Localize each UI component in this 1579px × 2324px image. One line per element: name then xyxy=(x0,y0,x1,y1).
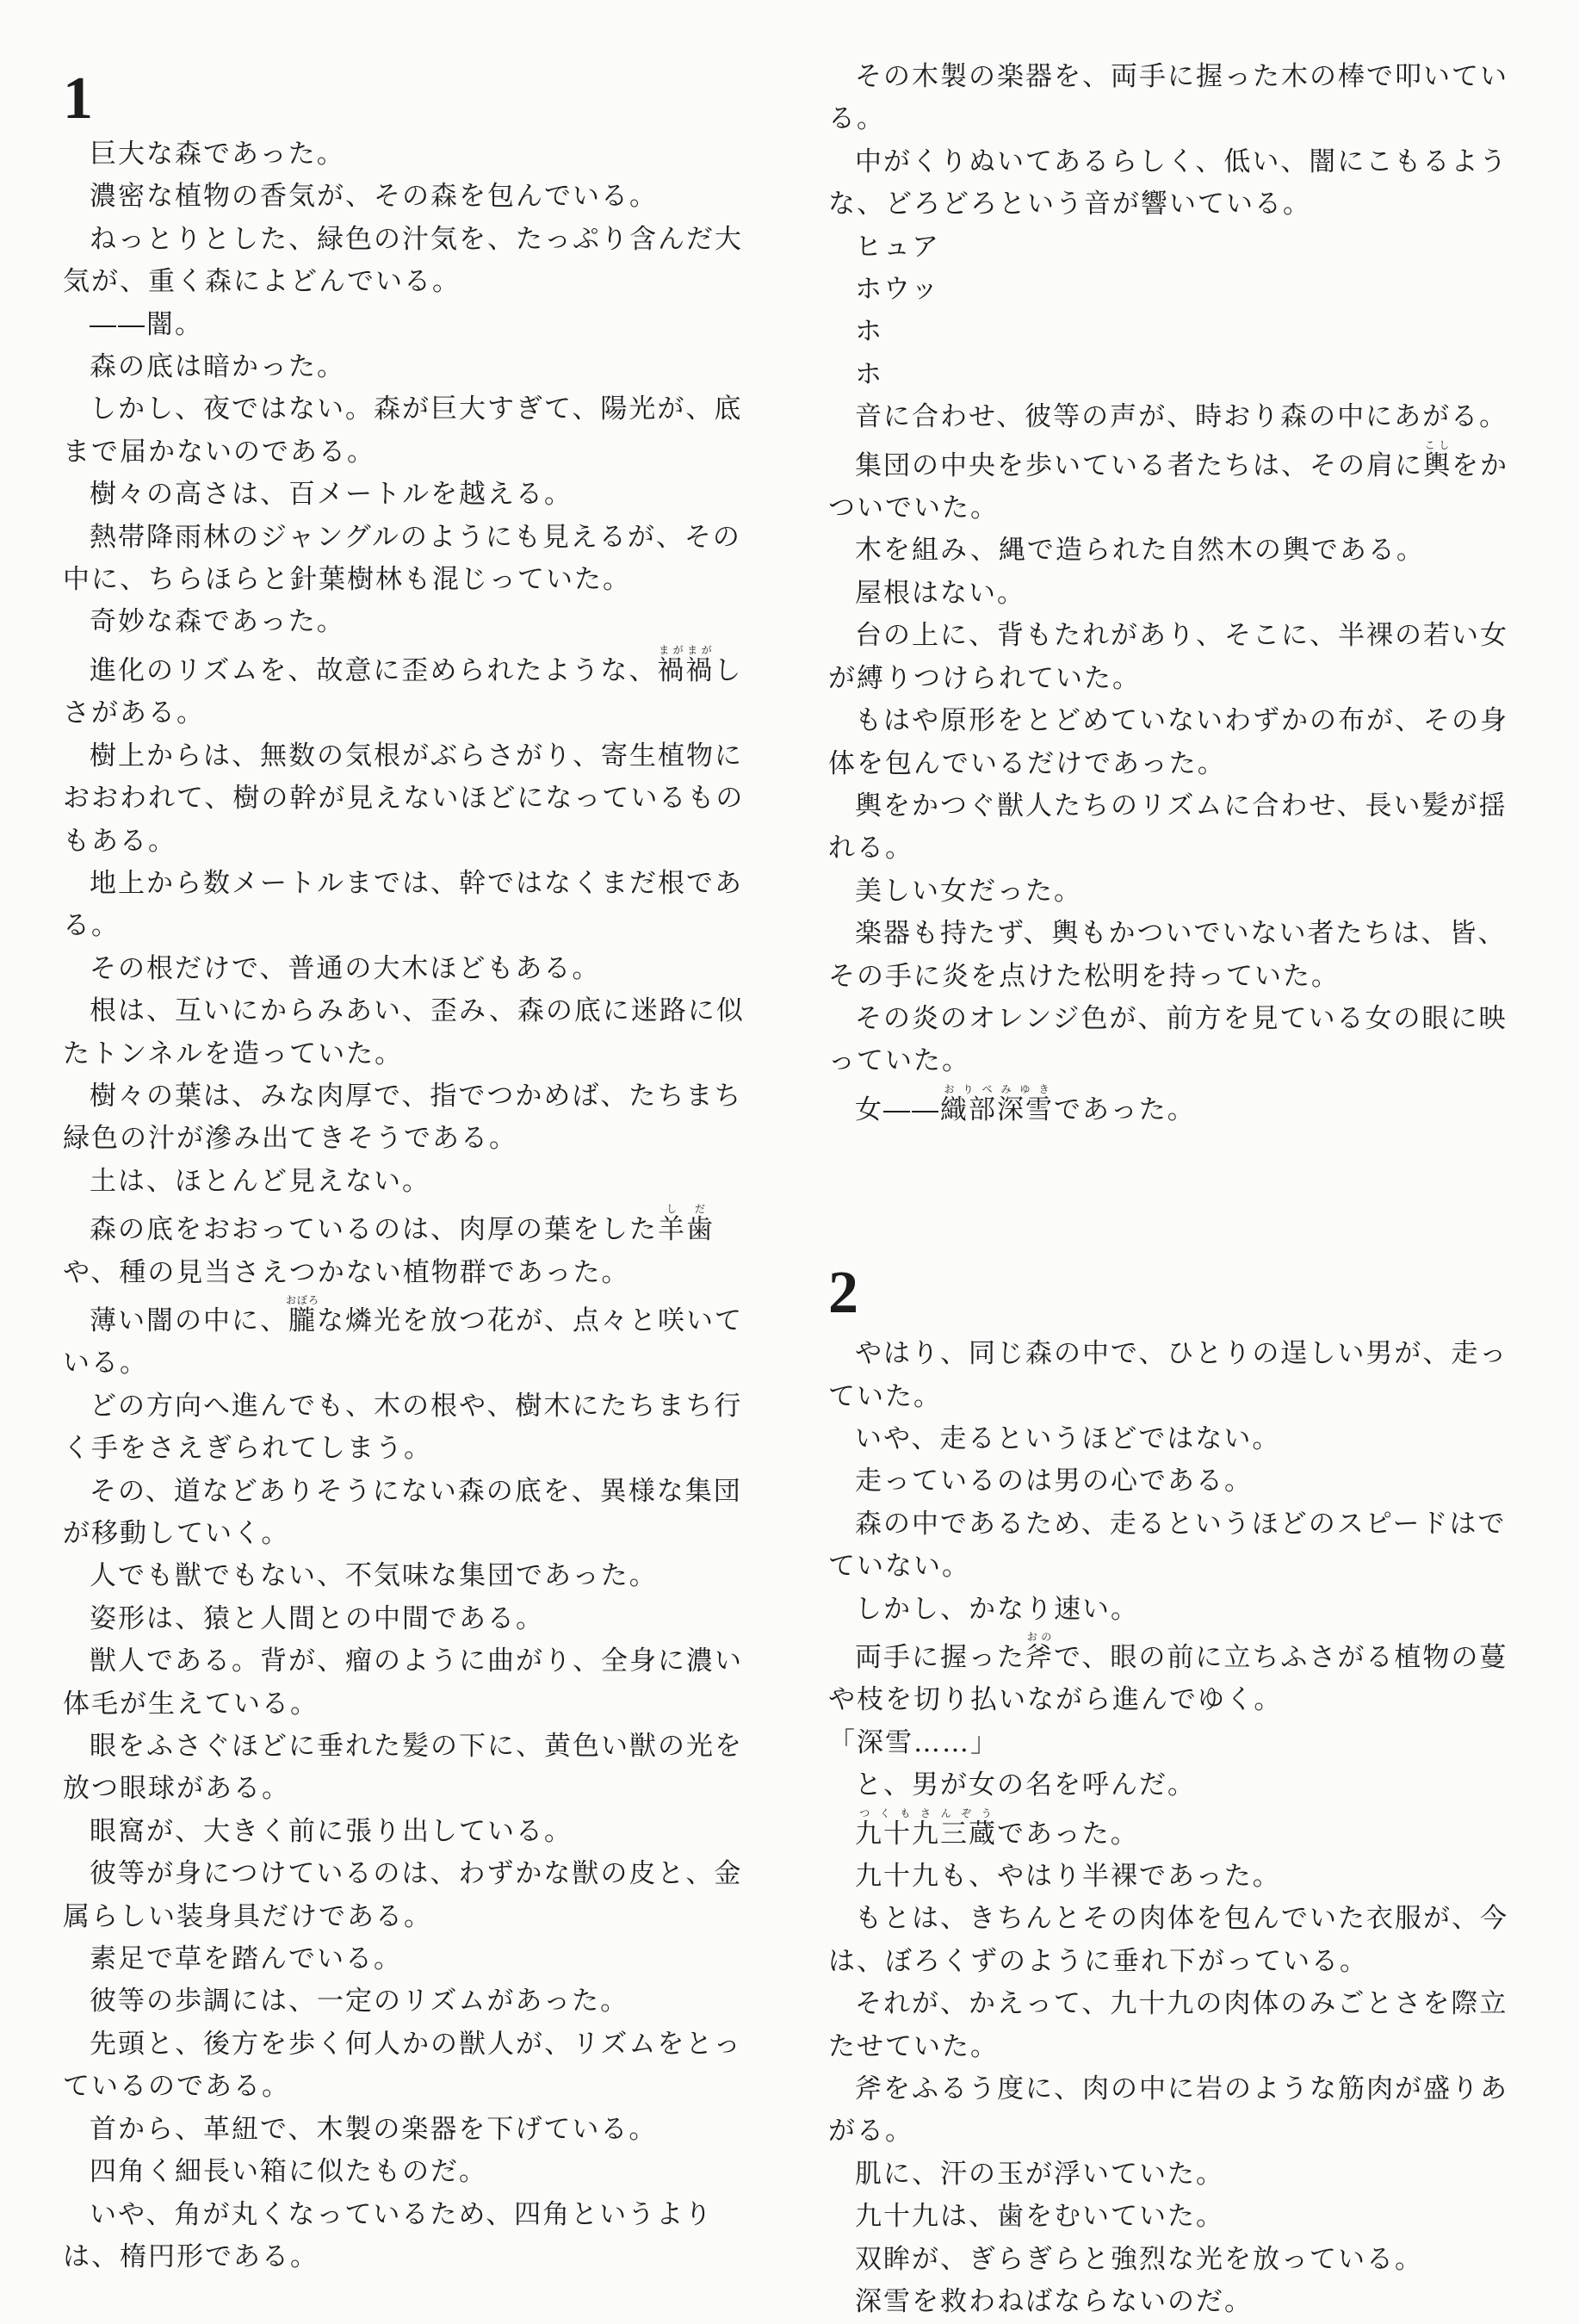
chapter-2-number: 2 xyxy=(828,1260,858,1327)
paragraph: 濃密な植物の香気が、その森を包んでいる。 xyxy=(90,181,658,213)
paragraph: 獣人である。背が、瘤のように曲がり、全身に濃い体毛が生えている。 xyxy=(63,1645,743,1720)
ruby-annotated-word: 羊歯しだ xyxy=(658,1203,715,1246)
paragraph: やはり、同じ森の中で、ひとりの逞しい男が、走っていた。 xyxy=(828,1338,1508,1412)
paragraph: 地上から数メートルまでは、幹ではなくまだ根である。 xyxy=(63,867,743,942)
paragraph: もとは、きちんとその肉体を包んでいた衣服が、今は、ぼろくずのように垂れ下がっている。 xyxy=(828,1903,1508,1977)
furigana-reading: おりべみゆき xyxy=(940,1082,1054,1095)
paragraph-with-ruby xyxy=(828,1631,1534,1722)
paragraph: 彼等が身につけているのは、わずかな獣の皮と、金属らしい装身具だけである。 xyxy=(63,1858,743,1932)
paragraph-with-ruby xyxy=(63,644,769,735)
furigana-reading: おの xyxy=(1025,1631,1054,1643)
paragraph: ――闇。 xyxy=(90,308,203,340)
paragraph: 熱帯降雨林のジャングルのようにも見えるが、その中に、ちらほらと針葉樹林も混じっていた。 xyxy=(63,521,741,596)
furigana-reading: こし xyxy=(1423,438,1452,451)
paragraph: 人でも獣でもない、不気味な集団であった。 xyxy=(90,1560,658,1592)
paragraph: 音に合わせ、彼等の声が、時おり森の中にあがる。 xyxy=(855,401,1508,433)
paragraph: しかし、夜ではない。森が巨大すぎて、陽光が、底まで届かないのである。 xyxy=(63,394,743,468)
paragraph: 奇妙な森であった。 xyxy=(90,606,345,638)
paragraph-dialogue: 「深雪……」 xyxy=(828,1726,999,1758)
paragraph: しかし、かなり速い。 xyxy=(855,1593,1139,1625)
ruby-annotated-word: 織部深雪おりべみゆき xyxy=(940,1082,1054,1125)
paragraph: もはや原形をとどめていないわずかの布が、その身体を包んでいるだけであった。 xyxy=(828,705,1508,779)
paragraph: 巨大な森であった。 xyxy=(90,139,345,170)
paragraph: 素足で草を踏んでいる。 xyxy=(90,1943,402,1975)
paragraph-text: 両手に握った斧おので、眼の前に立ちふさがる植物の蔓や枝を切り払いながら進んでゆく。 xyxy=(828,1631,1508,1716)
paragraph: 根は、互いにからみあい、歪み、森の底に迷路に似たトンネルを造っていた。 xyxy=(63,995,745,1069)
paragraph-text: 集団の中央を歩いている者たちは、その肩に輿こしをかついでいた。 xyxy=(828,438,1508,524)
paragraph-with-ruby xyxy=(828,1083,1534,1131)
paragraph: 九十九は、歯をむいていた。 xyxy=(855,2201,1224,2233)
paragraph: 走っているのは男の心である。 xyxy=(855,1466,1253,1497)
ruby-annotated-word: 禍禍まがまが xyxy=(657,643,715,686)
paragraph: 深雪を救わねばならないのだ。 xyxy=(855,2286,1253,2318)
paragraph: ホ xyxy=(855,358,883,390)
paragraph: 九十九も、やはり半裸であった。 xyxy=(855,1861,1281,1893)
paragraph: 輿をかつぐ獣人たちのリズムに合わせ、長い髪が揺れる。 xyxy=(828,790,1508,865)
paragraph: その木製の楽器を、両手に握った木の棒で叩いている。 xyxy=(828,61,1508,135)
paragraph-text: 森の底をおおっているのは、肉厚の葉をした羊歯しだや、種の見当さえつかない植物群であった。 xyxy=(63,1203,715,1288)
furigana-reading: しだ xyxy=(658,1203,715,1216)
paragraph-text: 女――織部深雪おりべみゆきであった。 xyxy=(855,1082,1196,1125)
paragraph-text: 進化のリズムを、故意に歪められたような、禍禍まがまがしさがある。 xyxy=(63,643,743,729)
paragraph-with-ruby xyxy=(63,1203,769,1294)
ruby-annotated-word: 輿こし xyxy=(1423,438,1452,481)
paragraph-text: 九十九三蔵つくもさんぞうであった。 xyxy=(855,1807,1139,1850)
paragraph: どの方向へ進んでも、木の根や、樹木にたちまち行く手をさえぎられてしまう。 xyxy=(63,1390,743,1465)
paragraph: 先頭と、後方を歩く何人かの獣人が、リズムをとっているのである。 xyxy=(63,2028,742,2103)
ruby-annotated-word: 斧おの xyxy=(1025,1631,1054,1673)
right-column xyxy=(828,56,1534,2324)
paragraph: ヒュア xyxy=(855,231,940,263)
paragraph: 木を組み、縄で造られた自然木の輿である。 xyxy=(855,535,1425,567)
paragraph: 四角く細長い箱に似たものだ。 xyxy=(90,2156,487,2188)
paragraph: 眼窩が、大きく前に張り出している。 xyxy=(90,1815,573,1847)
paragraph: ホ xyxy=(855,316,883,348)
paragraph: その、道などありそうにない森の底を、異様な集団が移動していく。 xyxy=(63,1475,742,1549)
paragraph: 肌に、汗の玉が浮いていた。 xyxy=(855,2158,1224,2190)
paragraph: 楽器も持たず、輿もかついでいない者たちは、皆、その手に炎を点けた松明を持っていた。 xyxy=(828,918,1507,992)
ruby-annotated-word: 九十九三蔵つくもさんぞう xyxy=(855,1807,997,1850)
paragraph-with-ruby xyxy=(828,1807,1534,1856)
paragraph: 森の中であるため、走るというほどのスピードはでていない。 xyxy=(828,1508,1507,1583)
paragraph: ホウッ xyxy=(855,274,940,306)
paragraph: 台の上に、背もたれがあり、そこに、半裸の若い女が縛りつけられていた。 xyxy=(828,620,1508,694)
paragraph-with-ruby xyxy=(63,1294,769,1385)
paragraph: 土は、ほとんど見えない。 xyxy=(90,1165,430,1197)
paragraph: それが、かえって、九十九の肉体のみごとさを際立たせていた。 xyxy=(828,1988,1508,2062)
paragraph: 中がくりぬいてあるらしく、低い、闇にこもるような、どろどろという音が響いている。 xyxy=(828,146,1508,220)
paragraph: 彼等の歩調には、一定のリズムがあった。 xyxy=(90,1986,629,2017)
section-spacer xyxy=(828,1131,1534,1259)
paragraph: 屋根はない。 xyxy=(855,577,1025,609)
paragraph: 首から、革紐で、木製の楽器を下げている。 xyxy=(90,2113,658,2145)
paragraph: その根だけで、普通の大木ほどもある。 xyxy=(90,952,601,984)
paragraph: ねっとりとした、緑色の汁気を、たっぷり含んだ大気が、重く森によどんでいる。 xyxy=(63,223,743,298)
paragraph: 樹々の葉は、みな肉厚で、指でつかめば、たちまち緑色の汁が滲み出てきそうである。 xyxy=(63,1080,743,1155)
paragraph: その炎のオレンジ色が、前方を見ている女の眼に映っていた。 xyxy=(828,1002,1508,1077)
paragraph: 姿形は、猿と人間との中間である。 xyxy=(90,1602,544,1634)
paragraph-text: 薄い闇の中に、朧おぼろな燐光を放つ花が、点々と咲いている。 xyxy=(63,1293,743,1379)
left-column xyxy=(63,65,769,2278)
paragraph: と、男が女の名を呼んだ。 xyxy=(855,1769,1196,1801)
paragraph-with-ruby xyxy=(828,439,1534,530)
paragraph: 双眸が、ぎらぎらと強烈な光を放っている。 xyxy=(855,2243,1423,2275)
paragraph: 森の底は暗かった。 xyxy=(90,351,345,383)
paragraph: いや、角が丸くなっているため、四角というよりは、楕円形である。 xyxy=(63,2198,714,2272)
paragraph: 美しい女だった。 xyxy=(855,875,1082,907)
chapter-1-number: 1 xyxy=(63,65,93,132)
ruby-annotated-word: 朧おぼろ xyxy=(286,1293,320,1336)
paragraph: 眼をふさぐほどに垂れた髪の下に、黄色い獣の光を放つ眼球がある。 xyxy=(63,1731,743,1805)
furigana-reading: つくもさんぞう xyxy=(855,1807,997,1819)
paragraph: 樹上からは、無数の気根がぶらさがり、寄生植物におおわれて、樹の幹が見えないほどになっているものもある。 xyxy=(63,740,745,857)
furigana-reading: まがまが xyxy=(657,643,715,656)
furigana-reading: おぼろ xyxy=(286,1293,320,1306)
paragraph: 斧をふるう度に、肉の中に岩のような筋肉が盛りあがる。 xyxy=(828,2073,1508,2147)
paragraph: いや、走るというほどではない。 xyxy=(855,1422,1281,1454)
paragraph: 樹々の高さは、百メートルを越える。 xyxy=(90,479,573,511)
